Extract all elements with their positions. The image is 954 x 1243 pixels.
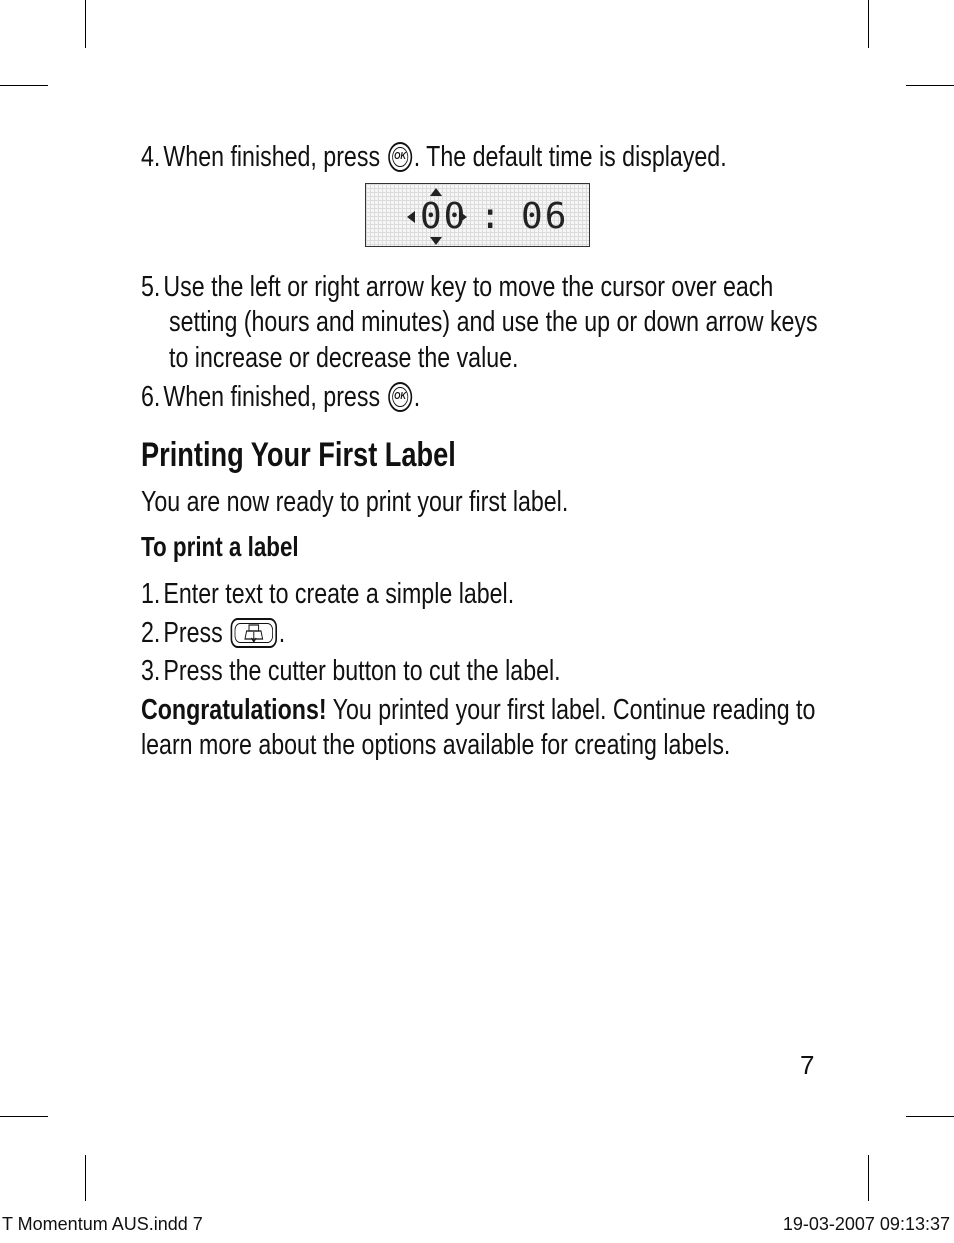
subsection-title: To print a label [141,531,299,562]
step-text: . [413,381,421,413]
step-2 [141,615,285,651]
step-text: Press [163,617,223,649]
slug-file-info: T Momentum AUS.indd 7 [2,1214,203,1234]
lcd-hours: 00 [420,196,468,237]
lcd-time-readout [420,197,568,237]
crop-mark [868,0,869,48]
lcd-minutes: 06 [521,196,569,237]
arrow-up-icon [430,188,442,196]
lcd-separator: : [479,196,504,237]
step-3 [141,653,561,689]
slug-timestamp: 19-03-2007 09:13:37 [782,1214,950,1234]
step-4 [141,139,727,175]
ok-button-icon: OK [388,142,412,172]
step-text: Enter text to create a simple label. [163,578,515,610]
step-text: . The default time is displayed. [413,141,727,173]
congrats-text: You printed your first label. Continue reading to [326,694,816,726]
crop-mark [0,85,48,86]
step-number: 2. [141,617,161,649]
section-intro: You are now ready to print your first label. [141,486,569,518]
step-number: 3. [141,655,161,687]
congrats-line-2: learn more about the options available for creating labels. [141,729,731,761]
crop-mark [868,1155,869,1201]
crop-mark [906,85,954,86]
step-text: When finished, press [163,141,381,173]
step-number: 6. [141,381,161,413]
step-text: When finished, press [163,381,381,413]
crop-mark [0,1116,48,1117]
step-text: Press the cutter button to cut the label. [163,655,561,687]
step-text: Use the left or right arrow key to move the cursor over each [163,271,774,303]
arrow-left-icon [407,211,415,223]
crop-mark [85,0,86,48]
section-title: Printing Your First Label [141,436,456,474]
step-6 [141,379,420,415]
step-number: 4. [141,141,161,173]
crop-mark [906,1116,954,1117]
congrats-bold: Congratulations! [141,694,327,726]
ok-button-icon: OK [388,382,412,412]
congrats-paragraph [141,692,815,728]
step-5-line-2: setting (hours and minutes) and use the up or down arrow keys [169,306,818,338]
step-number: 5. [141,271,161,303]
step-1 [141,576,514,612]
page-number: 7 [800,1050,815,1080]
step-5 [141,269,773,305]
crop-mark [85,1155,86,1201]
step-text: . [278,617,286,649]
print-button-icon [231,618,277,648]
arrow-down-icon [430,237,442,245]
step-number: 1. [141,578,161,610]
step-5-line-3: to increase or decrease the value. [169,342,519,374]
